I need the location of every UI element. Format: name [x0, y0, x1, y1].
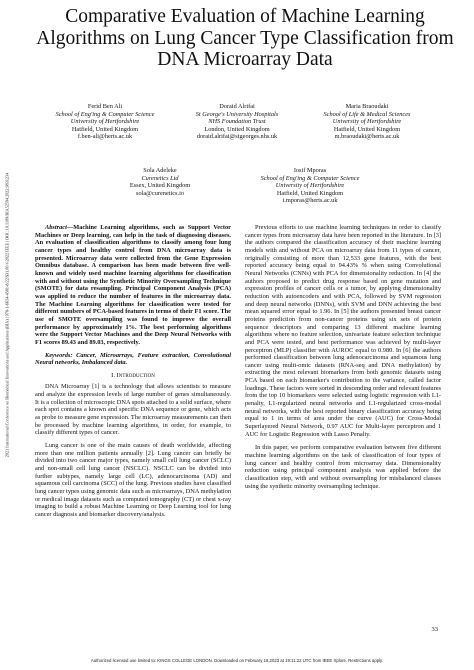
author-location: Hatfield, United Kingdom — [276, 189, 344, 197]
author-location: London, United Kingdom — [204, 125, 270, 133]
abstract — [35, 224, 231, 347]
author-email: i.mporas@herts.ac.uk — [282, 197, 338, 205]
page-number: 33 — [431, 626, 438, 633]
author-name: Doraid Alrifai — [219, 103, 255, 110]
conference-sidebar — [1, 80, 13, 550]
author-affiliation: School of Life & Medical Sciences — [323, 110, 411, 118]
abstract-text: —Machine Learning algorithms, such as Support Vector Machines or Deep learning, can help in the task of diagnosing diseases. An evaluation of classification algorithms to classify among four lung cancer types and healthy control from DNA microarray data is presented. Microarray data were collected from the Gene Expression Omnibus database. A comparison has been made between five well-known and widely used machine learning algorithms for classification with and without using the Synthetic Minority Oversampling Technique (SMOTE) for data resampling. Principal Component Analysis (PCA) was applied to reduce the number of features in the microarray data. The Machine Learning algorithms for classification were tested for different numbers of PCA-based features in terms of their F1 score. The use of SMOTE oversampling was found to improve the overall performance by approximately 1%. The best performing algorithms were the Support Vector Machines and the Deep Neural Networks with F1 scores 89.43 and 89.03, respectively. — [35, 224, 231, 346]
abstract-label: Abstract — [45, 224, 67, 231]
author-block-4 — [95, 167, 225, 197]
author-email: f.ben-ali@herts.ac.uk — [77, 133, 133, 141]
author-email: doraid.alrifai@stgeorges.nhs.uk — [196, 133, 278, 141]
author-affiliation: Curenetics Ltd — [141, 174, 179, 182]
author-name: Ferid Ben Ali — [87, 103, 123, 110]
right-column — [245, 224, 441, 490]
author-block-3 — [302, 103, 432, 141]
author-affiliation: St George's University Hospitals — [195, 110, 279, 118]
license-footer: Authorized licensed use limited to: KINGS COLLEGE LONDON. Downloaded on February 18,2023 at 19:11:22 UTC from IEEE Xplore. Restrictions apply. — [90, 658, 384, 663]
author-name: Iosif Mporas — [293, 167, 327, 174]
keywords-text: Cancer, Microarrays, Feature extraction, Convolutional Neural networks, Imbalanced data. — [35, 351, 231, 367]
author-name: Sola Adeleke — [143, 167, 177, 174]
author-email: m.braoudaki@herts.ac.uk — [334, 133, 400, 141]
keywords-label: Keywords: — [45, 351, 73, 359]
author-block-1 — [40, 103, 170, 141]
author-location: Hatfield, United Kingdom — [333, 125, 401, 133]
author-location: Essex, United Kingdom — [129, 182, 191, 190]
author-affiliation: School of Eng'ing & Computer Science — [260, 174, 360, 182]
author-affiliation: University of Hertfordshire — [332, 118, 402, 126]
author-block-2 — [172, 103, 302, 141]
author-affiliation: University of Hertfordshire — [275, 182, 345, 190]
keywords — [35, 352, 231, 367]
author-location: Hatfield, United Kingdom — [71, 125, 139, 133]
intro-paragraph-1: DNA Microarray [1] is a technology that allows scientists to measure and analyze the expression levels of large number of genes simultaneously. It is a collection of microscopic DNA spots attached to a solid surface, where each spot contains a known and specific DNA sequence or gene, which acts as probe to measure gene expression. The microarray measurements can then be processed by machine learning algorithms, in order, for example, to classify different types of cancer. — [35, 383, 231, 437]
author-affiliation: School of Eng'ing & Computer Science — [55, 110, 155, 118]
body-paragraph-2: In this paper, we perform comparative evaluation between five different machine learning algorithms on the task of classification of four types of lung cancer and healthy control from microarray data. Dimensionality reduction using principal component analysis was applied before the classification step, with and without oversampling for misbalanced classes using the synthetic minority oversampling technique. — [245, 444, 441, 490]
author-affiliation: NHS Foundation Trust — [208, 118, 266, 126]
section-heading: I. Introduction — [111, 371, 155, 379]
author-email: sola@curenetics.io — [136, 189, 184, 197]
paper-title: Comparative Evaluation of Machine Learning Algorithms on Lung Cancer Type Classification from DNA Microarray Data — [36, 6, 454, 70]
author-block-5 — [245, 167, 375, 205]
intro-paragraph-2: Lung cancer is one of the main causes of death worldwide, affecting more than one million patients annually [2]. Lung cancer can briefly be divided into two cancer major types, namely small cell lung cancer (SCLC) and non-small cell lung cancer (NSCLC). NSCLC can be divided into further subtypes, namely large cell (LC), adenocarcinoma (AD) and squamous cell carcinoma (SCC) of the lung. Previous studies have classified lung cancer types using genomic data such as microarrays, DNA methylation or medical image datasets such as computed tomography (CT) or chest x-ray imaging to build a robust Machine Learning or Deep Learning tool for lung cancer diagnosis and biomarker discovery/analysis. — [35, 442, 231, 518]
author-affiliation: University of Hertfordshire — [70, 118, 140, 126]
conference-sidebar-text: 2021 International Conference on Biomedical Innovations and Applications (BIA) | 978-1-6654-4581-8/22/$31.00 ©2022 IEEE | DOI: 10.1109/BIA52594.2022.9831234 — [4, 172, 10, 458]
author-name: Maria Braoudaki — [345, 103, 389, 110]
left-column — [35, 224, 231, 519]
body-paragraph-1: Previous efforts to use machine learning techniques in order to classify cancer types from microarray data have been reported in the literature. In [3] the authors compared the classification accuracy of their machine learning models with and without PCA on microarray data from 11 types of cancer, originally consisting of more than 12,533 gene features, with the best reported accuracy being equal to 94.43% % when using Convolutional Neural Networks (CNNs) with PCA for dimensionality reduction. In [4] the authors proposed to predict drug response based on gene mutation and expression profiles of cancer cells or a tumor, by applying dimensionality reduction with autoencoders and with PCA, followed by SVM regression and deep neural networks (DNNs), with SVM and DNN achieving the best mean squared error equal to 1.96. In [5] the authors presented breast cancer proteins prediction from non-cancer proteins using six sets of protein sequence descriptors and comparing 13 different machine learning algorithms where no feature selection, univariate feature selection technique and PCA were tested, and best performance was achieved by multi-layer perceptron (MLP) classifier with AUROC equal to 0.980. In [6] the authors performed classification between lung adenocarcinoma and squamous lung cancer using multi-omic datasets (RNA-seq and DNA methylation) by extracting the most relevant biomarkers from both genomic datasets using PCA based on each biomarker's contribution to the variance, called factor loadings. These factors were sorted in descending order and relevant features from the top 10 biomarkers were selected using logistic regression with L1-penalty, L1-regularized neural networks and L1-regularized cross-modal neural networks, with the best reported binary classification accuracy being equal to 1 in terms of area under the curve (AUC) for Cross-Modal Superlayered Neural Network, 0.97 AUC for Multi-layer perceptron and 1 AUC for Logistic Regression with Lasso Penalty. — [245, 224, 441, 438]
